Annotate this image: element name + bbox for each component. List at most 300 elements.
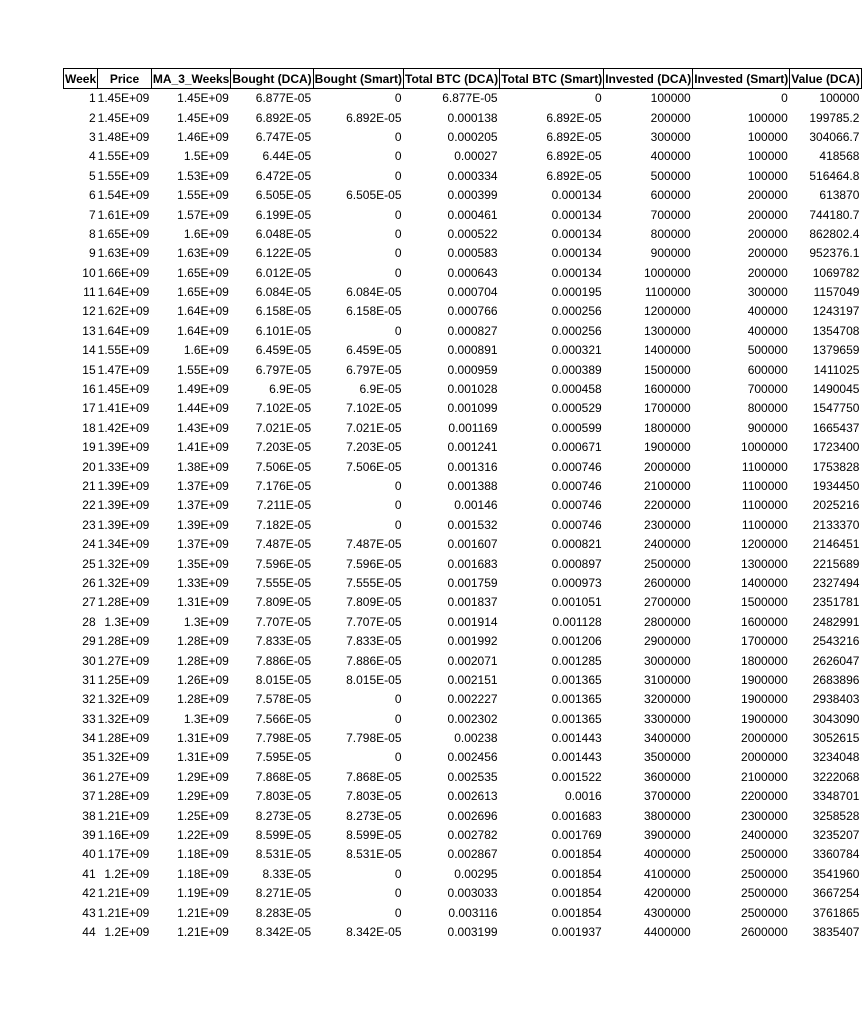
cell-week: 37 (82, 789, 96, 804)
cell-ma-3-weeks: 1.45E+09 (177, 91, 229, 106)
cell-ma-3-weeks: 1.18E+09 (177, 847, 229, 862)
cell-bought-dca: 7.595E-05 (255, 750, 312, 765)
cell-total-btc-smart: 0.000746 (551, 459, 602, 474)
cell-total-btc-smart: 6.892E-05 (546, 110, 602, 125)
cell-bought-smart: 0 (394, 905, 402, 920)
cell-price: 1.65E+09 (97, 226, 150, 241)
cell-total-btc-dca: 0.002151 (447, 672, 498, 687)
cell-bought-dca: 7.487E-05 (255, 537, 312, 552)
cell-invested-dca: 800000 (650, 226, 691, 241)
cell-value-dca: 199785.2 (809, 110, 860, 125)
cell-total-btc-dca: 0.001837 (447, 595, 498, 610)
cell-total-btc-dca: 0.003033 (447, 886, 498, 901)
cell-ma-3-weeks: 1.31E+09 (177, 595, 229, 610)
cell-price: 1.2E+09 (104, 924, 150, 939)
cell-invested-smart: 1600000 (741, 614, 788, 629)
cell-invested-dca: 1800000 (644, 420, 691, 435)
cell-week: 7 (88, 207, 96, 222)
cell-bought-dca: 8.33E-05 (262, 866, 312, 881)
cell-week: 1 (88, 91, 96, 106)
cell-price: 1.39E+09 (97, 498, 150, 513)
cell-invested-dca: 1500000 (644, 362, 691, 377)
cell-total-btc-smart: 0.001051 (551, 595, 602, 610)
cell-bought-dca: 7.868E-05 (255, 769, 312, 784)
cell-bought-smart: 0 (394, 168, 402, 183)
cell-price: 1.45E+09 (97, 91, 150, 106)
table-row (64, 903, 862, 922)
table-row (64, 768, 862, 787)
cell-invested-dca: 1600000 (644, 382, 691, 397)
table-row (64, 225, 862, 244)
cell-week: 26 (82, 575, 96, 590)
cell-bought-smart: 8.599E-05 (346, 828, 402, 843)
cell-bought-smart: 0 (394, 265, 402, 280)
table-row (64, 845, 862, 864)
cell-bought-dca: 7.886E-05 (255, 653, 312, 668)
cell-total-btc-smart: 0.000256 (551, 323, 602, 338)
cell-value-dca: 2626047 (812, 653, 860, 668)
spreadsheet-table-container (63, 68, 862, 942)
cell-price: 1.21E+09 (97, 905, 150, 920)
cell-invested-dca: 4000000 (644, 847, 691, 862)
cell-value-dca: 304066.7 (809, 129, 860, 144)
cell-bought-dca: 7.176E-05 (255, 479, 312, 493)
cell-price: 1.28E+09 (97, 789, 150, 804)
cell-value-dca: 2146451 (812, 537, 860, 552)
cell-price: 1.55E+09 (97, 149, 150, 164)
cell-bought-dca: 7.596E-05 (255, 556, 312, 571)
cell-invested-dca: 600000 (650, 188, 691, 203)
cell-price: 1.39E+09 (97, 517, 150, 532)
cell-week: 25 (82, 556, 96, 571)
table-row (64, 884, 862, 903)
cell-bought-dca: 8.599E-05 (255, 828, 312, 843)
cell-ma-3-weeks: 1.19E+09 (177, 886, 229, 901)
cell-invested-dca: 2000000 (644, 459, 691, 474)
cell-total-btc-dca: 0.002782 (447, 828, 498, 843)
cell-invested-dca: 3100000 (644, 672, 691, 687)
table-row (64, 244, 862, 263)
cell-invested-smart: 2500000 (741, 866, 788, 881)
cell-bought-dca: 6.084E-05 (255, 285, 312, 300)
table-row (64, 205, 862, 224)
table-row (64, 554, 862, 573)
cell-price: 1.55E+09 (97, 343, 150, 358)
cell-value-dca: 2215689 (812, 556, 860, 571)
cell-price: 1.27E+09 (97, 653, 150, 668)
cell-total-btc-smart: 0.000134 (551, 207, 602, 222)
cell-price: 1.25E+09 (97, 672, 150, 687)
table-row (64, 651, 862, 670)
cell-invested-smart: 700000 (747, 382, 788, 397)
cell-invested-smart: 400000 (747, 323, 788, 338)
table-row (64, 690, 862, 709)
cell-bought-dca: 8.015E-05 (255, 672, 312, 687)
cell-invested-smart: 200000 (747, 226, 788, 241)
table-row (64, 710, 862, 729)
cell-bought-smart: 7.102E-05 (346, 401, 402, 416)
cell-total-btc-smart: 0.001769 (551, 828, 602, 843)
cell-ma-3-weeks: 1.43E+09 (177, 420, 229, 435)
cell-price: 1.39E+09 (97, 479, 150, 493)
cell-invested-smart: 1100000 (741, 517, 788, 532)
cell-value-dca: 3667254 (812, 886, 860, 901)
table-row (64, 613, 862, 632)
cell-total-btc-dca: 0.002867 (447, 847, 498, 862)
cell-value-dca: 1157049 (813, 285, 860, 300)
cell-invested-smart: 2500000 (741, 886, 788, 901)
cell-total-btc-dca: 0.002456 (447, 750, 498, 765)
cell-price: 1.66E+09 (97, 265, 150, 280)
cell-total-btc-dca: 0.00238 (454, 731, 498, 746)
cell-week: 18 (82, 420, 96, 435)
cell-bought-smart: 7.798E-05 (346, 731, 402, 746)
cell-value-dca: 3761865 (812, 905, 860, 920)
cell-bought-smart: 7.506E-05 (346, 459, 402, 474)
cell-bought-smart: 6.158E-05 (346, 304, 402, 319)
cell-value-dca: 3835407 (812, 924, 860, 939)
cell-week: 15 (82, 362, 96, 377)
cell-total-btc-smart: 0.000256 (551, 304, 602, 319)
cell-invested-smart: 1000000 (741, 440, 788, 455)
cell-total-btc-dca: 0.003116 (448, 905, 498, 920)
cell-value-dca: 2025216 (812, 498, 860, 513)
cell-total-btc-dca: 0.001099 (447, 401, 498, 416)
cell-invested-smart: 2600000 (741, 924, 788, 939)
cell-week: 43 (82, 905, 96, 920)
table-row (64, 128, 862, 147)
cell-week: 2 (88, 110, 96, 125)
cell-invested-smart: 2100000 (741, 769, 788, 784)
table-body (64, 89, 862, 943)
cell-bought-dca: 6.472E-05 (255, 168, 312, 183)
table-row (64, 108, 862, 127)
cell-total-btc-smart: 0.000671 (551, 440, 602, 455)
cell-invested-dca: 3900000 (644, 828, 691, 843)
cell-price: 1.28E+09 (97, 634, 150, 649)
cell-ma-3-weeks: 1.3E+09 (183, 711, 229, 726)
cell-total-btc-smart: 0.000746 (551, 498, 602, 513)
cell-invested-dca: 2700000 (644, 595, 691, 610)
cell-invested-smart: 100000 (747, 110, 788, 125)
cell-ma-3-weeks: 1.28E+09 (177, 653, 229, 668)
cell-week: 16 (82, 382, 96, 397)
cell-invested-dca: 100000 (650, 91, 691, 106)
cell-value-dca: 3043090 (812, 711, 860, 726)
cell-total-btc-smart: 0.000458 (551, 382, 602, 397)
header-price: Price (98, 69, 152, 89)
cell-invested-dca: 2500000 (644, 556, 691, 571)
cell-week: 44 (82, 924, 96, 939)
cell-invested-dca: 3700000 (644, 789, 691, 804)
cell-bought-smart: 6.505E-05 (346, 188, 402, 203)
cell-bought-smart: 7.833E-05 (346, 634, 402, 649)
cell-invested-smart: 2500000 (741, 905, 788, 920)
cell-bought-smart: 0 (394, 517, 402, 532)
cell-bought-dca: 6.892E-05 (255, 110, 312, 125)
cell-bought-dca: 8.283E-05 (255, 905, 312, 920)
cell-price: 1.62E+09 (97, 304, 150, 319)
cell-invested-dca: 500000 (650, 168, 691, 183)
cell-total-btc-dca: 0.001914 (447, 614, 498, 629)
cell-total-btc-smart: 0.001365 (551, 692, 602, 707)
cell-price: 1.33E+09 (97, 459, 150, 474)
cell-week: 14 (82, 343, 96, 358)
cell-invested-smart: 2000000 (741, 731, 788, 746)
cell-week: 3 (88, 129, 96, 144)
cell-total-btc-dca: 0.000522 (447, 226, 498, 241)
cell-total-btc-smart: 0.000134 (551, 246, 602, 261)
cell-total-btc-dca: 0.000827 (447, 323, 498, 338)
cell-invested-dca: 2300000 (644, 517, 691, 532)
cell-price: 1.48E+09 (97, 129, 150, 144)
cell-ma-3-weeks: 1.38E+09 (177, 459, 229, 474)
cell-bought-dca: 6.122E-05 (255, 246, 312, 261)
cell-invested-smart: 1700000 (741, 634, 788, 649)
cell-week: 9 (88, 246, 96, 261)
cell-total-btc-smart: 0.001683 (551, 808, 602, 823)
cell-bought-smart: 0 (394, 750, 402, 765)
cell-invested-smart: 1100000 (741, 459, 788, 474)
cell-ma-3-weeks: 1.55E+09 (177, 362, 229, 377)
cell-ma-3-weeks: 1.65E+09 (177, 265, 229, 280)
cell-week: 27 (82, 595, 96, 610)
cell-invested-smart: 200000 (747, 207, 788, 222)
cell-week: 10 (82, 265, 96, 280)
cell-invested-smart: 1400000 (741, 575, 788, 590)
cell-bought-smart: 7.886E-05 (346, 653, 402, 668)
cell-week: 5 (88, 168, 96, 183)
table-row (64, 438, 862, 457)
cell-bought-smart: 8.342E-05 (346, 924, 402, 939)
cell-ma-3-weeks: 1.22E+09 (177, 828, 229, 843)
cell-week: 24 (82, 537, 96, 552)
cell-bought-dca: 6.44E-05 (262, 149, 312, 164)
cell-invested-smart: 1900000 (741, 711, 788, 726)
cell-invested-dca: 2900000 (644, 634, 691, 649)
cell-bought-dca: 8.271E-05 (255, 886, 312, 901)
cell-invested-dca: 3300000 (644, 711, 691, 726)
cell-bought-smart: 7.596E-05 (346, 556, 402, 571)
cell-value-dca: 1069782 (812, 265, 860, 280)
cell-invested-smart: 1100000 (741, 479, 788, 493)
cell-total-btc-smart: 0.000897 (551, 556, 602, 571)
cell-invested-smart: 200000 (747, 188, 788, 203)
table-row (64, 729, 862, 748)
header-week: Week (64, 69, 98, 89)
cell-total-btc-dca: 0.001759 (447, 575, 498, 590)
cell-price: 1.21E+09 (97, 886, 150, 901)
cell-ma-3-weeks: 1.45E+09 (177, 110, 229, 125)
cell-value-dca: 744180.7 (809, 207, 860, 222)
cell-ma-3-weeks: 1.31E+09 (177, 731, 229, 746)
cell-week: 32 (82, 692, 96, 707)
table-row (64, 923, 862, 942)
cell-total-btc-dca: 0.000461 (447, 207, 498, 222)
cell-total-btc-dca: 0.00146 (454, 498, 498, 513)
cell-total-btc-smart: 0.000821 (551, 537, 602, 552)
cell-week: 4 (88, 149, 96, 164)
table-row (64, 806, 862, 825)
cell-invested-dca: 4400000 (644, 924, 691, 939)
header-bought-smart: Bought (Smart) (313, 69, 403, 89)
cell-invested-dca: 1400000 (644, 343, 691, 358)
cell-bought-smart: 8.015E-05 (346, 672, 402, 687)
cell-price: 1.45E+09 (97, 110, 150, 125)
cell-invested-smart: 2400000 (741, 828, 788, 843)
table-row (64, 360, 862, 379)
cell-value-dca: 2133370 (812, 517, 860, 532)
cell-total-btc-smart: 0.001443 (551, 750, 602, 765)
cell-week: 33 (82, 711, 96, 726)
cell-bought-smart: 0 (394, 866, 402, 881)
header-ma-3-weeks: MA_3_Weeks (151, 69, 231, 89)
cell-bought-dca: 7.578E-05 (255, 692, 312, 707)
cell-invested-dca: 3000000 (644, 653, 691, 668)
cell-ma-3-weeks: 1.28E+09 (177, 634, 229, 649)
cell-value-dca: 2351781 (812, 595, 860, 610)
cell-bought-dca: 6.012E-05 (255, 265, 312, 280)
cell-total-btc-smart: 0.001854 (551, 905, 602, 920)
cell-value-dca: 2683896 (812, 672, 860, 687)
cell-ma-3-weeks: 1.29E+09 (177, 769, 229, 784)
cell-total-btc-dca: 0.000643 (447, 265, 498, 280)
cell-ma-3-weeks: 1.26E+09 (177, 672, 229, 687)
cell-total-btc-smart: 6.892E-05 (546, 168, 602, 183)
cell-price: 1.21E+09 (97, 808, 150, 823)
cell-bought-smart: 7.021E-05 (346, 420, 402, 435)
cell-invested-smart: 2200000 (741, 789, 788, 804)
cell-total-btc-smart: 0.001128 (552, 614, 602, 629)
cell-invested-dca: 1900000 (644, 440, 691, 455)
cell-total-btc-smart: 0.001443 (551, 731, 602, 746)
table-row (64, 865, 862, 884)
cell-price: 1.41E+09 (97, 401, 150, 416)
cell-bought-dca: 6.101E-05 (255, 323, 312, 338)
cell-bought-smart: 7.203E-05 (346, 440, 402, 455)
cell-ma-3-weeks: 1.53E+09 (177, 168, 229, 183)
cell-bought-smart: 6.459E-05 (346, 343, 402, 358)
table-row (64, 516, 862, 535)
cell-ma-3-weeks: 1.46E+09 (177, 129, 229, 144)
cell-total-btc-dca: 0.000334 (447, 168, 498, 183)
cell-bought-smart: 7.707E-05 (346, 614, 402, 629)
cell-week: 17 (82, 401, 96, 416)
cell-value-dca: 1379659 (812, 343, 860, 358)
cell-invested-dca: 1700000 (644, 401, 691, 416)
cell-value-dca: 3348701 (812, 789, 860, 804)
cell-total-btc-dca: 0.001532 (447, 517, 498, 532)
cell-ma-3-weeks: 1.6E+09 (183, 226, 229, 241)
cell-week: 6 (88, 188, 96, 203)
cell-bought-smart: 0 (394, 711, 402, 726)
cell-price: 1.3E+09 (104, 614, 150, 629)
table-row (64, 574, 862, 593)
cell-ma-3-weeks: 1.18E+09 (177, 866, 229, 881)
cell-invested-smart: 2500000 (741, 847, 788, 862)
cell-bought-smart: 6.9E-05 (359, 382, 402, 397)
cell-ma-3-weeks: 1.64E+09 (177, 323, 229, 338)
header-invested-smart: Invested (Smart) (693, 69, 790, 89)
cell-week: 12 (82, 304, 96, 319)
table-row (64, 399, 862, 418)
cell-price: 1.16E+09 (97, 828, 150, 843)
cell-total-btc-dca: 0.002613 (447, 789, 498, 804)
cell-ma-3-weeks: 1.55E+09 (177, 188, 229, 203)
table-row (64, 380, 862, 399)
table-row (64, 186, 862, 205)
cell-bought-dca: 8.531E-05 (255, 847, 312, 862)
cell-invested-dca: 3600000 (644, 769, 691, 784)
cell-week: 30 (82, 653, 96, 668)
table-row (64, 787, 862, 806)
cell-total-btc-dca: 0.001992 (447, 634, 498, 649)
cell-week: 41 (82, 866, 96, 881)
cell-ma-3-weeks: 1.21E+09 (177, 905, 229, 920)
table-row (64, 632, 862, 651)
cell-bought-dca: 8.342E-05 (255, 924, 312, 939)
cell-bought-smart: 0 (394, 246, 402, 261)
cell-value-dca: 862802.4 (809, 226, 860, 241)
cell-bought-smart: 0 (394, 479, 402, 493)
table-row (64, 341, 862, 360)
cell-bought-smart: 7.809E-05 (346, 595, 402, 610)
cell-total-btc-dca: 0.000959 (447, 362, 498, 377)
cell-invested-dca: 700000 (650, 207, 691, 222)
cell-ma-3-weeks: 1.39E+09 (177, 517, 229, 532)
cell-bought-dca: 7.809E-05 (255, 595, 312, 610)
cell-week: 22 (82, 498, 96, 513)
cell-week: 38 (82, 808, 96, 823)
cell-bought-dca: 7.707E-05 (255, 614, 312, 629)
cell-price: 1.63E+09 (97, 246, 150, 261)
table-row (64, 477, 862, 496)
cell-value-dca: 1665437 (812, 420, 860, 435)
table-row (64, 147, 862, 166)
cell-total-btc-smart: 6.892E-05 (546, 129, 602, 144)
cell-ma-3-weeks: 1.28E+09 (177, 692, 229, 707)
cell-total-btc-smart: 0.001522 (551, 769, 602, 784)
table-row (64, 167, 862, 186)
cell-bought-smart: 8.531E-05 (346, 847, 402, 862)
cell-invested-dca: 1200000 (644, 304, 691, 319)
cell-price: 1.47E+09 (97, 362, 150, 377)
cell-total-btc-dca: 0.002227 (447, 692, 498, 707)
cell-invested-smart: 400000 (747, 304, 788, 319)
cell-bought-smart: 8.273E-05 (346, 808, 402, 823)
cell-total-btc-dca: 0.000205 (447, 129, 498, 144)
dca-data-table (63, 68, 862, 942)
cell-bought-dca: 8.273E-05 (255, 808, 312, 823)
cell-invested-dca: 3500000 (644, 750, 691, 765)
cell-value-dca: 1354708 (812, 323, 860, 338)
cell-week: 28 (82, 614, 96, 629)
cell-bought-dca: 6.797E-05 (255, 362, 312, 377)
cell-total-btc-smart: 0.001854 (551, 886, 602, 901)
cell-total-btc-smart: 0.000746 (551, 517, 602, 532)
cell-invested-dca: 1000000 (644, 265, 691, 280)
cell-price: 1.28E+09 (97, 731, 150, 746)
cell-total-btc-dca: 0.001316 (447, 459, 498, 474)
cell-value-dca: 3541960 (812, 866, 860, 881)
cell-value-dca: 2938403 (812, 692, 860, 707)
cell-total-btc-smart: 0.000195 (551, 285, 602, 300)
cell-price: 1.64E+09 (97, 285, 150, 300)
cell-bought-smart: 7.803E-05 (346, 789, 402, 804)
cell-total-btc-dca: 0.000891 (447, 343, 498, 358)
cell-total-btc-dca: 0.00295 (454, 866, 498, 881)
table-row (64, 457, 862, 476)
